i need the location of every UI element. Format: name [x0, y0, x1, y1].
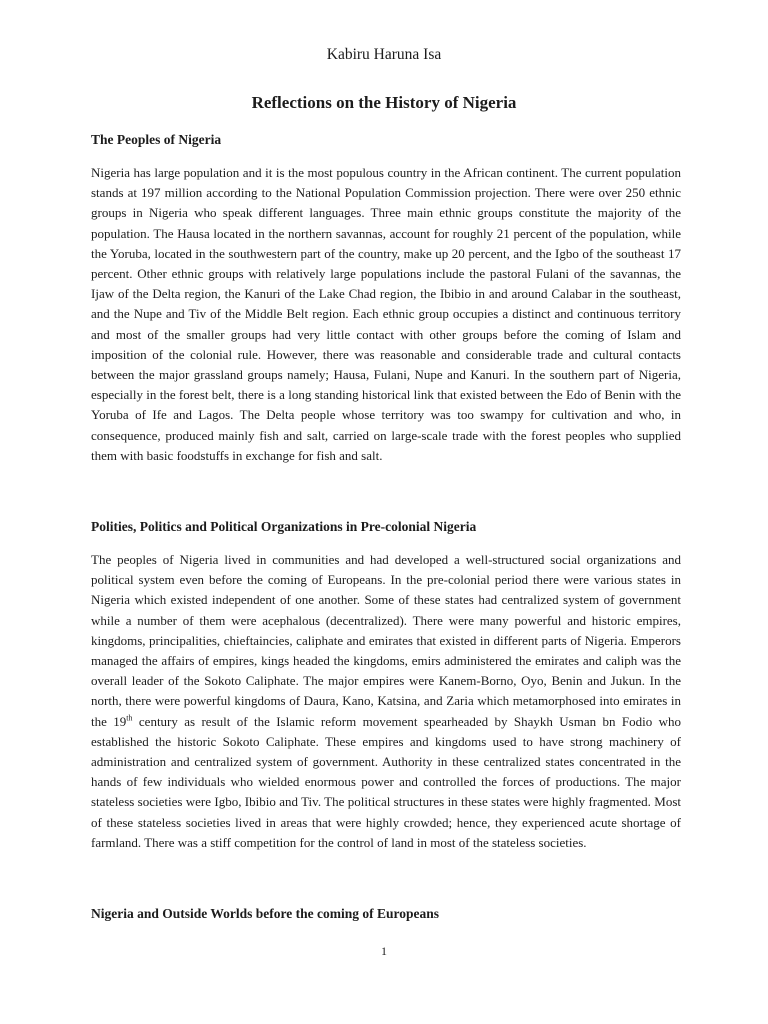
superscript-th: th	[126, 713, 133, 723]
page-title: Reflections on the History of Nigeria	[251, 93, 517, 112]
paragraph-polities-part2: century as result of the Islamic reform movement spearheaded by Shaykh Usman bn Fodio who established the historic Sokoto Caliphate. These empires and kingdoms used to have strong machinery of administration and centralized system of government. Authority in these centralized states concentrated in the hands of few individuals who wielded enormous power and controlled the forces of productions. The major stateless societies were Igbo, Ibibio and Tiv. The political structures in these states were highly fragmented. Most of these stateless societies lived in areas that were highly crowded; hence, they experienced acute shortage of farmland. There was a stiff competition for the control of land in most of the stateless societies.	[91, 713, 681, 850]
section-heading-outside-worlds: Nigeria and Outside Worlds before the coming of Europeans	[91, 906, 440, 921]
paragraph-polities-part1: The peoples of Nigeria lived in communities and had developed a well-structured social organizations and political system even before the coming of Europeans. In the pre-colonial period there were various states in Nigeria which existed independent of one another. Some of these states had centralized system of government while a number of them were acephalous (decentralized). There were many powerful and historic empires, kingdoms, principalities, chieftaincies, caliphate and emirates that existed in different parts of Nigeria. Emperors managed the affairs of empires, kings headed the kingdoms, emirs administered the emirates and caliph was the overall leader of the Sokoto Caliphate. The major empires were Kanem-Borno, Oyo, Benin and Jukun. In the north, there were powerful kingdoms of Daura, Kano, Katsina, and Zaria which metamorphosed into emirates in the 19	[91, 552, 681, 729]
page-number: 1	[381, 944, 387, 958]
section-heading-polities: Polities, Politics and Political Organizations in Pre-colonial Nigeria	[91, 519, 477, 534]
section-heading-peoples: The Peoples of Nigeria	[91, 132, 222, 147]
paragraph-peoples: Nigeria has large population and it is the most populous country in the African continent. The current population stands at 197 million according to the National Population Commission projection. There were over 250 ethnic groups in Nigeria who speak different languages. Three main ethnic groups constitute the majority of the population. The Hausa located in the northern savannas, account for roughly 21 percent of the population, while the Yoruba, located in the southwestern part of the country, make up 20 percent, and the Igbo of the southeast 17 percent. Other ethnic groups with relatively large populations include the pastoral Fulani of the savannas, the Ijaw of the Delta region, the Kanuri of the Lake Chad region, the Ibibio in and around Calabar in the southeast, and the Nupe and Tiv of the Middle Belt region. Each ethnic group occupies a distinct and continuous territory and most of the smaller groups had very little contact with other groups before the coming of Islam and imposition of the colonial rule. However, there was reasonable and considerable trade and cultural contacts between the major grassland groups namely; Hausa, Fulani, Nupe and Kanuri. In the southern part of Nigeria, especially in the forest belt, there is a long standing historical link that existed between the Edo of Benin with the Yoruba of Ife and Lagos. The Delta people whose territory was too swampy for cultivation and who, in consequence, produced mainly fish and salt, carried on large-scale trade with the forest peoples who supplied them with basic foodstuffs in exchange for fish and salt.	[91, 165, 681, 463]
paragraph-polities	[91, 550, 681, 853]
author-name: Kabiru Haruna Isa	[326, 46, 442, 63]
